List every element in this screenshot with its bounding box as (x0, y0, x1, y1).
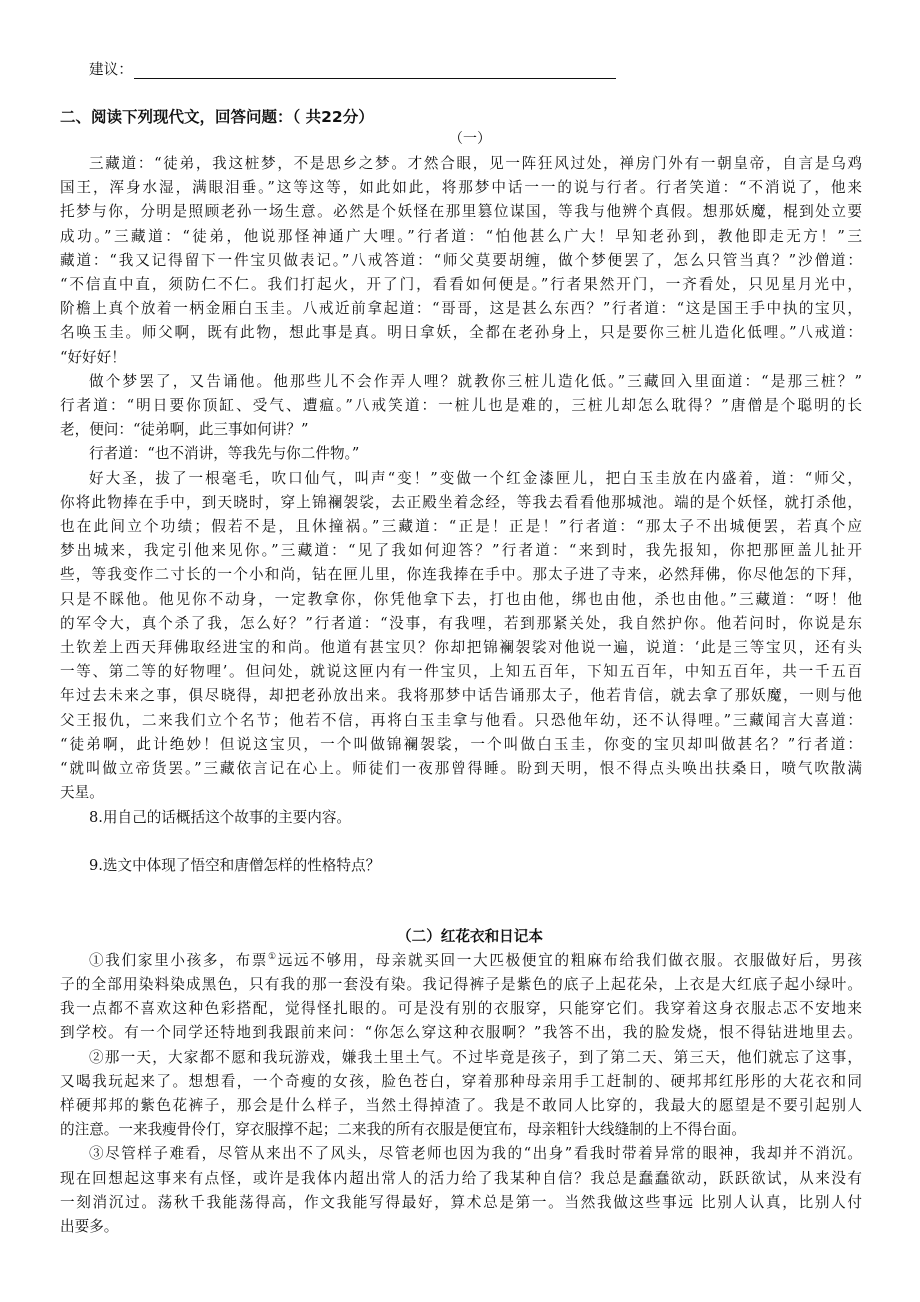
passage-line: 也在此间立个功绩；假若不是，且休撞祸。”三藏道：“正是！正是！”行者道：“那太子不出城便罢，若真个应 (60, 518, 862, 535)
part2-title: （二）红花衣和日记本 (397, 928, 543, 945)
p1-start-text: ①我们家里小孩多，布票 (89, 952, 269, 969)
passage-line: 土钦差上西天拜佛取经进宝的和尚。他道有甚宝贝？你却把锦襕袈裟对他说一遍，说道：‘此是三等宝贝，还有头 (60, 639, 862, 656)
suggestion-label: 建议： (89, 61, 133, 78)
passage-line: 藏道：“我又记得留下一件宝贝做表记。”八戒答道：“师父莫要胡缠，做个梦便罢了，怎么只管当真？”沙僧道： (60, 251, 862, 269)
passage-line: 梦出城来，我定引他来见你。”三藏道：“见了我如何迎答？”行者道：“来到时，我先报知，你把那匣盖儿扯开 (60, 542, 862, 560)
passage-line: 成功。”三藏道：“徒弟，他说那怪神通广大哩。”行者道：“怕他甚么广大！早知老孙到，教他即走无方！”三 (60, 227, 862, 245)
passage-line: “徒弟啊，此计绝妙！但说这宝贝，一个叫做锦襕袈裟，一个叫做白玉圭，你变的宝贝却叫做甚名？”行者道： (60, 735, 862, 753)
passage-line: 现在回想起这事来有点怪，或许是我体内超出常人的活力给了我某种自信？我总是蠢蠢欲动，跃跃欲试，从来没有 (60, 1169, 862, 1187)
question-8: 8.用自己的话概括这个故事的主要内容。 (89, 809, 352, 826)
passage-line: 出要多。 (60, 1218, 119, 1235)
passage-line: 子的全部用染料染成黑色，只有我的那一套没有染。我记得裤子是紫色的底子上起花朵，上衣是大红底子起小绿叶。 (60, 976, 862, 993)
passage-line: 天星。 (60, 784, 104, 802)
passage-line: 做个梦罢了，又告诵他。他那些儿不会作弄人哩？就教你三桩儿造化低。”三藏回入里面道：“是那三桩？” (89, 372, 862, 390)
passage-line: 一等、第二等的好物哩’。但问处，就说这匣内有一件宝贝，上知五百年，下知五百年，中知五百年，共一千五百 (60, 663, 862, 681)
part1-label: （一） (449, 131, 491, 147)
passage-line: 行者道：“明日要你顶缸、受气、遭瘟。”八戒笑道：一桩儿也是难的，三桩儿却怎么耽得？”唐僧是个聪明的长 (60, 397, 862, 414)
passage-line: “就叫做立帝货罢。”三藏依言记在心上。师徒们一夜那曾得睡。盼到天明，恨不得点头唤出扶桑日，喷气吹散满 (60, 760, 862, 777)
passage-line: “好好好！ (60, 348, 126, 366)
passage-line: 阶檐上真个放着一柄金厢白玉圭。八戒近前拿起道：“哥哥，这是甚么东西？”行者道：“这是国王手中执的宝贝， (60, 300, 862, 318)
passage-line: “不信直中直，须防仁不仁。我们打起火，开了门，看看如何便是。”行者果然开门，一齐看处，只见星月光中， (60, 276, 862, 293)
passage-line: 三藏道：“徒弟，我这桩梦，不是思乡之梦。才然合眼，见一阵狂风过处，禅房门外有一朝皇帝，自言是乌鸡 (89, 155, 862, 172)
passage-line: 又喝我玩起来了。想想看，一个奇瘦的女孩，脸色苍白，穿着那种母亲用手工赶制的、硬邦邦红彤彤的大花衣和同 (60, 1072, 862, 1090)
passage-line: 你将此物捧在手中，到天晓时，穿上锦襕袈裟，去正殿坐着念经，等我去看看他那城池。端的是个妖怪，就打杀他， (60, 493, 862, 511)
part2-paragraph-1-line (89, 948, 862, 973)
passage-line: 些，等我变作二寸长的一个小和尚，钻在匣儿里，你连我捧在手中。那太子进了寺来，必然拜佛，你尽他怎的下拜， (60, 566, 862, 584)
passage-line: ②那一天，大家都不愿和我玩游戏，嫌我土里土气。不过毕竟是孩子，到了第二天、第三天，他们就忘了这事， (89, 1048, 862, 1066)
passage-line: 父王报仇，二来我们立个名节；他若不信，再将白玉圭拿与他看。只恐他年幼，还不认得哩。”三藏闻言大喜道： (60, 711, 862, 729)
passage-line: 到学校。有一个同学还特地到我跟前来问：“你怎么穿这种衣服啊？”我答不出，我的脸发烧，恨不得钻进地里去。 (60, 1024, 862, 1042)
passage-line: 国王，浑身水湿，满眼泪垂。”这等这等，如此如此，将那梦中话一一的说与行者。行者笑道：“不消说了，他来 (60, 179, 862, 197)
passage-line: 的军令大，真个杀了我，怎么好？”行者道：“没事，有我哩，若到那紧关处，我自然护你。他若问时，你说是东 (60, 614, 862, 632)
passage-line: 我一点都不喜欢这种色彩搭配，觉得怪扎眼的。可是没有别的衣服穿，只能穿它们。我穿着这身衣服忐忑不安地来 (60, 1000, 862, 1018)
passage-line: 一刻消沉过。荡秋千我能荡得高，作文我能写得最好，算术总是第一。当然我做这些事远 比别人认真，比别人付 (60, 1193, 862, 1211)
passage-line: ③尽管样子难看，尽管从来出不了风头，尽管老师也因为我的“出身”看我时带着异常的眼神，我却并不消沉。 (89, 1145, 862, 1163)
passage-line: 好大圣，拔了一根毫毛，吹口仙气，叫声“变！”变做一个红金漆匣儿，把白玉圭放在内盛着，道：“师父， (89, 469, 862, 487)
footnote-marker: ① (268, 952, 278, 963)
passage-line: 样硬邦邦的紫色花裤子，那会是什么样子，当然土得掉渣了。我是不敢同人比穿的，我最大的愿望是不要引起别人 (60, 1097, 862, 1114)
suggestion-answer-line[interactable] (134, 78, 616, 79)
passage-line: 年过去未来之事，俱尽晓得，却把老孙放出来。我将那梦中话告诵那太子，他若肯信，就去拿了那妖魔，一则与他 (60, 687, 862, 705)
passage-line: 只是不睬他。他见你不动身，一定教拿你，你凭他拿下去，打也由他，绑也由他，杀也由他。”三藏道：“呀！他 (60, 590, 862, 608)
passage-line: 行者道：“也不消讲，等我先与你二件物。” (89, 445, 360, 463)
passage-line: 老，便问：“徒弟啊，此三事如何讲？” (60, 421, 309, 439)
passage-line: 托梦与你，分明是照顾老孙一场生意。必然是个妖怪在那里篡位谋国，等我与他辨个真假。想那妖魔，棍到处立要 (60, 203, 862, 221)
p1-rest-text: 远远不够用，母亲就买回一大匹极便宜的粗麻布给我们做衣服。衣服做好后，男孩 (277, 952, 862, 969)
question-9: 9.选文中体现了悟空和唐僧怎样的性格特点？ (89, 857, 381, 874)
section-heading: 二、阅读下列现代文，回答问题：（ 共22分） (60, 108, 374, 126)
passage-line: 的注意。一来我瘦骨伶仃，穿衣服撑不起；二来我的所有衣服是便宜布，母亲粗针大线缝制的上不得台面。 (60, 1121, 746, 1139)
passage-line: 名唤玉圭。师父啊，既有此物，想此事是真。明日拿妖，全都在老孙身上，只是要你三桩儿造化低哩。”八戒道： (60, 324, 862, 342)
